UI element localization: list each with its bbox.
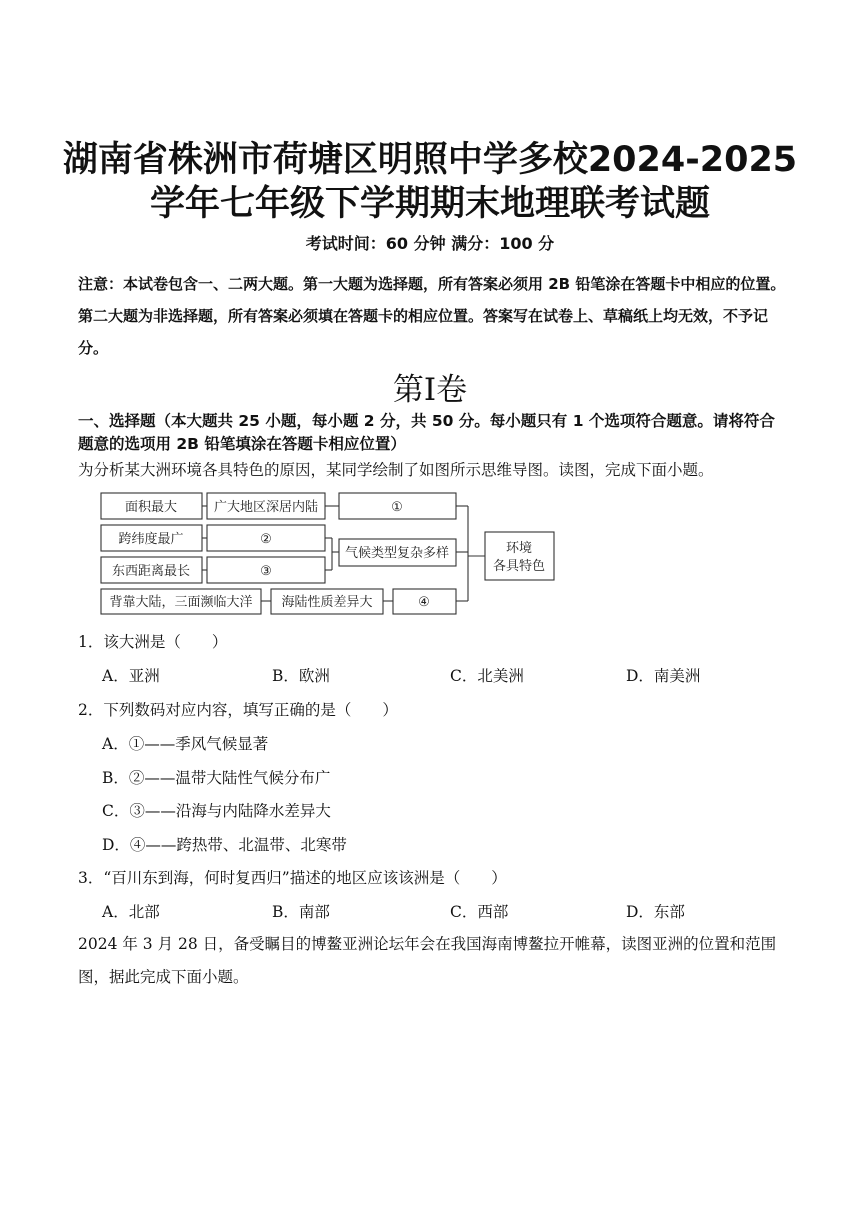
- text-ew-distance: 东西距离最长: [111, 564, 191, 579]
- question-3-option-c: C．西部: [450, 903, 509, 921]
- mind-map-diagram: [98, 487, 558, 617]
- question-1-option-d: D．南美洲: [626, 667, 701, 685]
- exam-title-line-2: 学年七年级下学期期末地理联考试题: [149, 184, 710, 224]
- text-location: 背靠大陆，三面濒临大洋: [109, 595, 253, 610]
- volume-title: 第Ⅰ卷: [392, 372, 468, 408]
- group-2-intro: 2024 年 3 月 28 日，备受瞩目的博鳌亚洲论坛年会在我国海南博鳌拉开帷幕，读图亚洲的位置和范围图，据此完成下面小题。: [78, 935, 777, 986]
- section-1-heading: 一、选择题（本大题共 25 小题，每小题 2 分，共 50 分。每小题只有 1 个选项符合题意。请将符合题意的选项用 2B 铅笔填涂在答题卡相应位置）: [78, 412, 775, 453]
- text-n2: ②: [260, 532, 272, 547]
- text-n4: ④: [418, 595, 430, 610]
- group-1-intro: 为分析某大洲环境各具特色的原因，某同学绘制了如图所示思维导图。读图，完成下面小题。: [78, 461, 714, 479]
- text-inland: 广大地区深居内陆: [213, 500, 319, 515]
- question-2-option-a: A．①——季风气候显著: [102, 735, 269, 753]
- text-result-line-1: 环境: [505, 541, 533, 556]
- question-3-option-a: A．北部: [102, 903, 160, 921]
- text-area-largest: 面积最大: [124, 500, 178, 515]
- question-1-stem: 1．该大洲是（ ）: [78, 633, 228, 651]
- question-1-option-a: A．亚洲: [102, 667, 160, 685]
- question-1-option-c: C．北美洲: [450, 667, 524, 685]
- exam-notice: 注意：本试卷包含一、二两大题。第一大题为选择题，所有答案必须用 2B 铅笔涂在答题卡中相应的位置。第二大题为非选择题，所有答案必须填在答题卡的相应位置。答案写在试卷上、草稿纸上均无效，不予记分。: [78, 275, 786, 357]
- text-n1: ①: [391, 500, 403, 515]
- question-3-stem: 3．“百川东到海，何时复西归”描述的地区应该该洲是（ ）: [78, 869, 507, 887]
- question-2-option-c: C．③——沿海与内陆降水差异大: [102, 802, 331, 820]
- question-2-option-d: D．④——跨热带、北温带、北寒带: [102, 836, 347, 854]
- text-n3: ③: [260, 564, 272, 579]
- exam-time-score: 考试时间：60 分钟 满分：100 分: [305, 234, 555, 253]
- exam-title-line-1: 湖南省株洲市荷塘区明照中学多校2024-2025: [62, 140, 798, 180]
- question-3-option-b: B．南部: [272, 903, 330, 921]
- question-2-option-b: B．②——温带大陆性气候分布广: [102, 769, 331, 787]
- question-1-option-b: B．欧洲: [272, 667, 330, 685]
- text-lat-span: 跨纬度最广: [118, 532, 184, 547]
- question-3-option-d: D．东部: [626, 903, 685, 921]
- question-2-stem: 2．下列数码对应内容，填写正确的是（ ）: [78, 701, 398, 719]
- text-land-sea: 海陆性质差异大: [281, 595, 373, 610]
- text-result-line-2: 各具特色: [492, 559, 546, 574]
- text-climate: 气候类型复杂多样: [344, 546, 450, 561]
